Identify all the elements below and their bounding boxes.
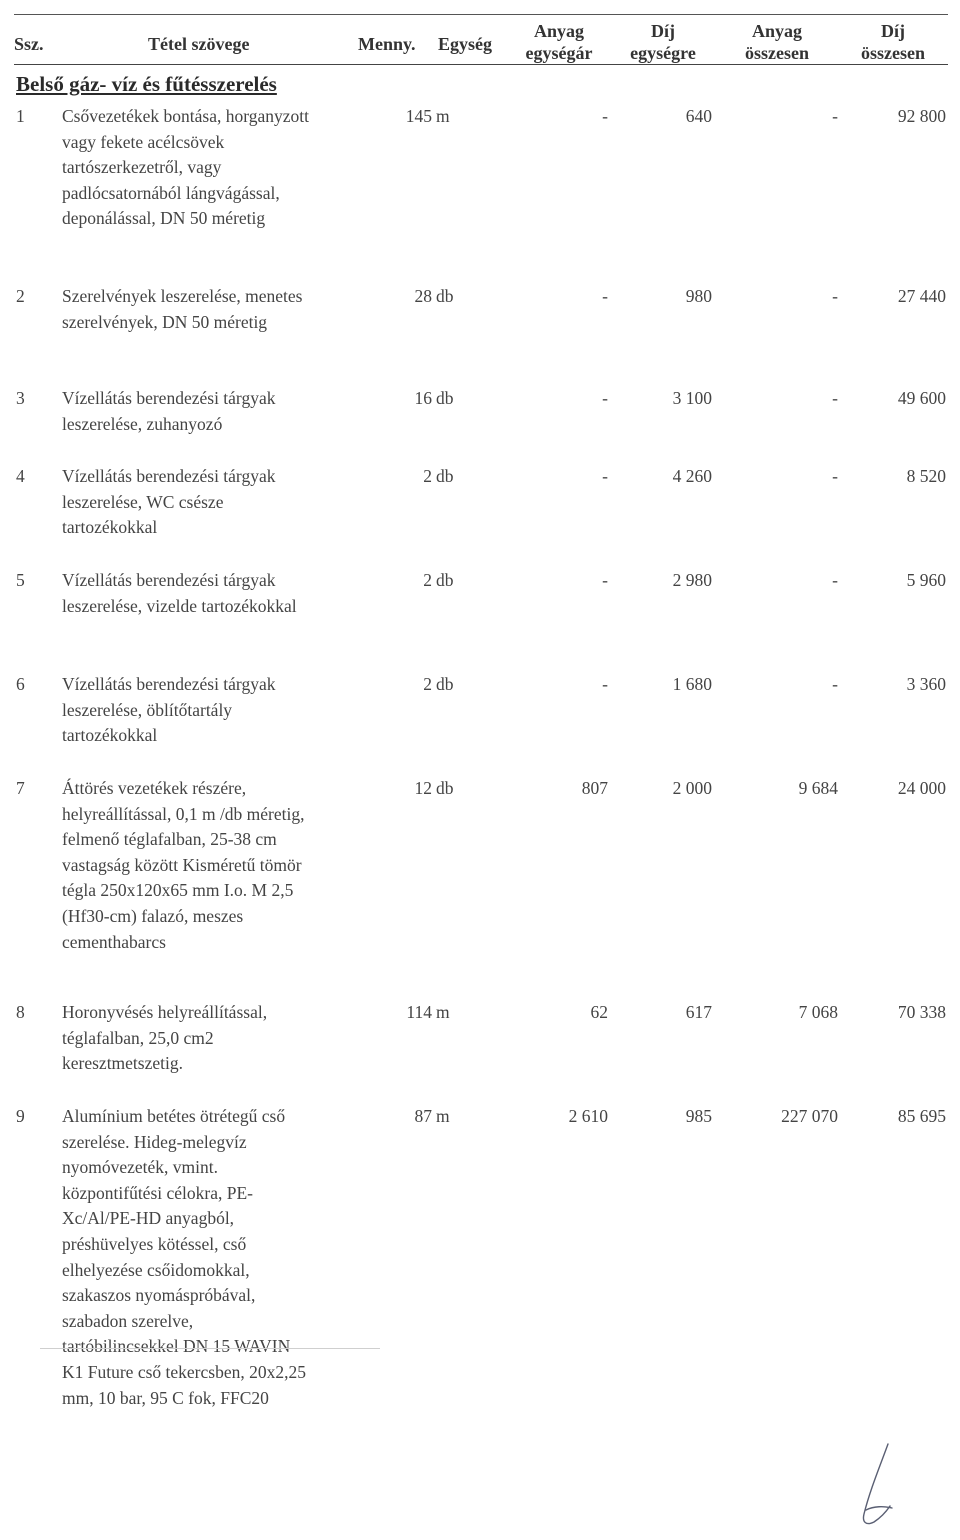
row-quantity: 16	[414, 388, 432, 408]
row-description-line: helyreállítással, 0,1 m /db méretig,	[62, 803, 305, 824]
row-description-line: tartóbilincsekkel DN 15 WAVIN	[62, 1336, 291, 1357]
row-fee-unit-price: 3 100	[672, 388, 712, 408]
row-unit: db	[436, 570, 454, 590]
row-quantity: 12	[414, 778, 432, 798]
row-fee-unit-price: 2 000	[672, 778, 712, 798]
row-fee-total: 27 440	[897, 286, 946, 306]
row-description-line: deponálással, DN 50 méretig	[62, 208, 266, 229]
row-fee-total: 85 695	[897, 1106, 946, 1126]
row-description-line: szerelése. Hideg-melegvíz	[62, 1131, 247, 1152]
row-quantity: 2	[423, 674, 432, 694]
row-material-total: 7 068	[798, 1002, 838, 1022]
row-description	[62, 386, 362, 437]
row-material-unit-price: -	[602, 106, 608, 126]
row-quantity: 28	[414, 286, 432, 306]
row-fee-unit-price: 2 980	[672, 570, 712, 590]
row-number: 8	[16, 1002, 25, 1022]
row-description-line: leszerelése, öblítőtartály	[62, 699, 233, 720]
row-fee-total: 49 600	[897, 388, 946, 408]
row-description	[62, 104, 362, 232]
row-quantity: 114	[406, 1002, 432, 1022]
row-number: 1	[16, 106, 25, 126]
row-quantity: 87	[414, 1106, 432, 1126]
row-description-line: szerelvények, DN 50 méretig	[62, 311, 268, 332]
row-fee-unit-price: 4 260	[672, 466, 712, 486]
row-description-line: központifűtési célokra, PE-	[62, 1182, 253, 1203]
row-unit: m	[436, 1002, 450, 1022]
row-unit: db	[436, 466, 454, 486]
row-material-total: -	[832, 674, 838, 694]
row-description-line: Xc/Al/PE-HD anyagból,	[62, 1208, 235, 1229]
row-description-line: (Hf30-cm) falazó, meszes	[62, 905, 244, 926]
header-egyseg: Egység	[438, 34, 492, 54]
row-description	[62, 672, 362, 749]
section-title: Belső gáz- víz és fűtésszerelés	[16, 72, 277, 96]
row-material-total: -	[832, 106, 838, 126]
row-description-line: Áttörés vezetékek részére,	[62, 778, 247, 798]
page-cut-line	[40, 1348, 380, 1349]
row-material-total: -	[832, 466, 838, 486]
row-description	[62, 1000, 362, 1077]
header-anyag-osszesen-line2: összesen	[745, 43, 809, 63]
row-description	[62, 568, 362, 619]
row-description	[62, 464, 362, 541]
header-ssz: Ssz.	[14, 34, 44, 54]
row-description-line: tartószerkezetről, vagy	[62, 157, 222, 178]
row-material-unit-price: 2 610	[568, 1106, 608, 1126]
row-number: 6	[16, 674, 25, 694]
row-fee-total: 3 360	[906, 674, 946, 694]
header-menny: Menny.	[358, 34, 416, 54]
signature-mark	[840, 1440, 910, 1530]
row-description-line: vagy fekete acélcsövek	[62, 131, 225, 152]
row-description-line: cementhabarcs	[62, 931, 166, 952]
row-description-line: leszerelése, zuhanyozó	[62, 413, 223, 434]
row-description-line: szakaszos nyomáspróbával,	[62, 1285, 256, 1306]
header-bottom-rule	[14, 64, 948, 65]
row-description-line: elhelyezése csőidomokkal,	[62, 1259, 250, 1280]
header-dij-egysegre	[618, 20, 708, 64]
row-description-line: Vízellátás berendezési tárgyak	[62, 674, 276, 694]
row-description-line: leszerelése, WC csésze	[62, 491, 224, 512]
header-anyag-osszesen	[732, 20, 822, 64]
row-material-total: -	[832, 388, 838, 408]
row-material-unit-price: 62	[590, 1002, 608, 1022]
row-description-line: Alumínium betétes ötrétegű cső	[62, 1106, 286, 1126]
row-description	[62, 284, 362, 335]
row-fee-total: 8 520	[906, 466, 946, 486]
header-dij-osszesen-line2: összesen	[861, 43, 925, 63]
row-fee-total: 70 338	[897, 1002, 946, 1022]
row-material-unit-price: -	[602, 570, 608, 590]
header-dij-egysegre-line1: Díj	[651, 21, 675, 41]
row-fee-unit-price: 1 680	[672, 674, 712, 694]
row-description-line: vastagság között Kisméretű tömör	[62, 854, 302, 875]
row-description-line: tartozékokkal	[62, 725, 158, 746]
header-anyag-egysegar-line2: egységár	[525, 43, 593, 63]
row-number: 5	[16, 570, 25, 590]
row-quantity: 2	[423, 570, 432, 590]
row-number: 7	[16, 778, 25, 798]
row-unit: m	[436, 106, 450, 126]
row-description-line: K1 Future cső tekercsben, 20x2,25	[62, 1361, 306, 1382]
header-dij-osszesen	[848, 20, 938, 64]
row-quantity: 145	[405, 106, 432, 126]
row-unit: db	[436, 674, 454, 694]
row-fee-total: 5 960	[906, 570, 946, 590]
row-description-line: tégla 250x120x65 mm I.o. M 2,5	[62, 880, 294, 901]
row-description	[62, 776, 362, 955]
row-material-total: 227 070	[781, 1106, 838, 1126]
header-dij-egysegre-line2: egységre	[630, 43, 696, 63]
header-top-rule	[14, 14, 948, 15]
row-quantity: 2	[423, 466, 432, 486]
header-dij-osszesen-line1: Díj	[881, 21, 905, 41]
row-material-unit-price: 807	[581, 778, 608, 798]
row-number: 4	[16, 466, 25, 486]
row-material-unit-price: -	[602, 466, 608, 486]
header-anyag-osszesen-line1: Anyag	[751, 21, 802, 41]
row-fee-total: 92 800	[897, 106, 946, 126]
row-description-line: Horonyvésés helyreállítással,	[62, 1002, 268, 1022]
row-unit: db	[436, 286, 454, 306]
row-description-line: téglafalban, 25,0 cm2	[62, 1027, 214, 1048]
row-unit: db	[436, 388, 454, 408]
row-description-line: préshüvelyes kötéssel, cső	[62, 1233, 247, 1254]
row-number: 3	[16, 388, 25, 408]
row-description-line: Vízellátás berendezési tárgyak	[62, 466, 276, 486]
row-description-line: Vízellátás berendezési tárgyak	[62, 570, 276, 590]
row-number: 2	[16, 286, 25, 306]
row-description-line: Csővezetékek bontása, horganyzott	[62, 106, 310, 126]
row-description-line: leszerelése, vizelde tartozékokkal	[62, 595, 297, 616]
row-description	[62, 1104, 362, 1411]
row-material-total: -	[832, 286, 838, 306]
row-fee-unit-price: 617	[685, 1002, 712, 1022]
row-description-line: Szerelvények leszerelése, menetes	[62, 286, 303, 306]
row-fee-unit-price: 985	[685, 1106, 712, 1126]
row-fee-unit-price: 640	[685, 106, 712, 126]
row-description-line: tartozékokkal	[62, 517, 158, 538]
row-description-line: mm, 10 bar, 95 C fok, FFC20	[62, 1387, 269, 1408]
row-material-unit-price: -	[602, 674, 608, 694]
row-description-line: keresztmetszetig.	[62, 1053, 183, 1074]
row-fee-total: 24 000	[897, 778, 946, 798]
row-material-total: -	[832, 570, 838, 590]
row-number: 9	[16, 1106, 25, 1126]
row-description-line: felmenő téglafalban, 25-38 cm	[62, 829, 277, 850]
table-header	[14, 14, 948, 66]
row-description-line: nyomóvezeték, vmint.	[62, 1157, 219, 1178]
row-material-unit-price: -	[602, 388, 608, 408]
row-description-line: szabadon szerelve,	[62, 1310, 194, 1331]
row-fee-unit-price: 980	[685, 286, 712, 306]
header-tetel: Tétel szövege	[148, 34, 250, 54]
row-material-total: 9 684	[798, 778, 838, 798]
row-unit: db	[436, 778, 454, 798]
header-anyag-egysegar-line1: Anyag	[533, 21, 584, 41]
row-description-line: padlócsatornából lángvágással,	[62, 182, 280, 203]
row-unit: m	[436, 1106, 450, 1126]
header-anyag-egysegar	[514, 20, 604, 64]
row-description-line: Vízellátás berendezési tárgyak	[62, 388, 276, 408]
row-material-unit-price: -	[602, 286, 608, 306]
